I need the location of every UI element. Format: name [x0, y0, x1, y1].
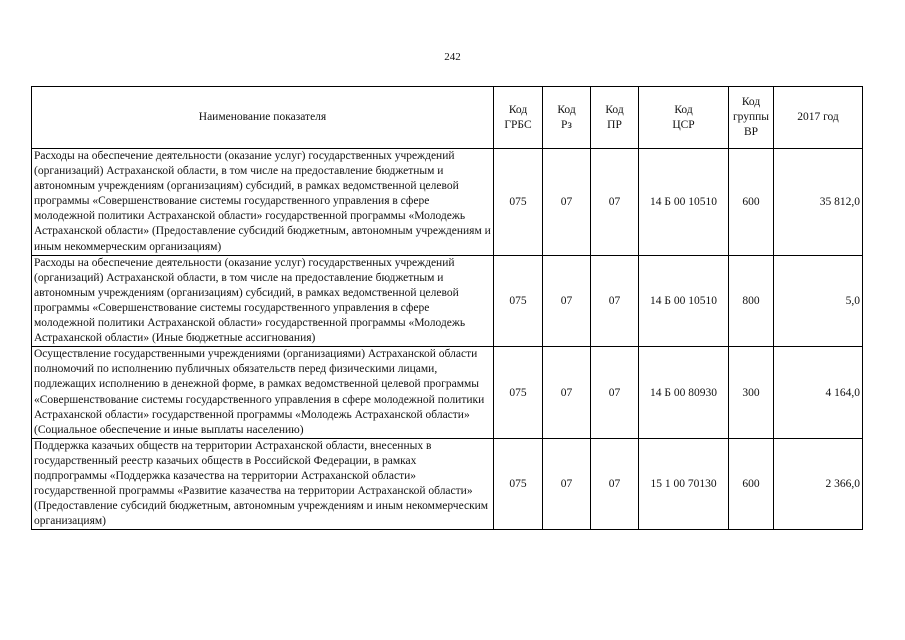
header-pr — [591, 87, 639, 149]
header-vr-line-3: ВР — [743, 126, 759, 138]
row-grbs: 075 — [494, 255, 543, 347]
row-csr: 14 Б 00 10510 — [639, 149, 729, 256]
header-name: Наименование показателя — [32, 87, 494, 149]
row-pr: 07 — [591, 347, 639, 439]
row-rz: 07 — [543, 255, 591, 347]
table-header-row — [32, 87, 863, 149]
row-csr: 14 Б 00 10510 — [639, 255, 729, 347]
row-rz: 07 — [543, 347, 591, 439]
row-name: Расходы на обеспечение деятельности (оказание услуг) государственных учреждений (организаций) Астраханской области, в том числе на предоставление бюджетным и автономным учреждениям (организациям) субсидий, в рамках ведомственной целевой программы «Совершенствование системы государственного управления в сфере молодежной политики Астраханской области» государственной программы «Молодежь Астраханской области» (Иные бюджетные ассигнования) — [32, 255, 494, 347]
row-vr: 300 — [729, 347, 774, 439]
row-amount: 35 812,0 — [774, 149, 863, 256]
header-csr — [639, 87, 729, 149]
row-pr: 07 — [591, 149, 639, 256]
header-vr — [729, 87, 774, 149]
row-csr: 14 Б 00 80930 — [639, 347, 729, 439]
row-rz: 07 — [543, 149, 591, 256]
header-year: 2017 год — [774, 87, 863, 149]
row-rz: 07 — [543, 438, 591, 530]
header-csr-line-1: Код — [674, 103, 693, 116]
table-row — [32, 347, 863, 439]
row-name: Осуществление государственными учреждениями (организациями) Астраханской области полномочий по исполнению публичных обязательств перед физическими лицами, подлежащих исполнению в денежной форме, в рамках ведомственной целевой программы «Совершенствование системы государственного управления в сфере молодежной политики Астраханской области» государственной программы «Молодежь Астраханской области» (Социальное обеспечение и иные выплаты населению) — [32, 347, 494, 439]
header-vr-line-1: Код — [741, 96, 761, 108]
row-grbs: 075 — [494, 347, 543, 439]
row-grbs: 075 — [494, 438, 543, 530]
header-grbs-line-2: ГРБС — [504, 118, 532, 131]
row-amount: 2 366,0 — [774, 438, 863, 530]
table-row — [32, 438, 863, 530]
page-number: 242 — [444, 51, 461, 63]
header-grbs — [494, 87, 543, 149]
header-rz-line-2: Рз — [561, 118, 572, 131]
row-amount: 5,0 — [774, 255, 863, 347]
header-grbs-line-1: Код — [508, 103, 528, 116]
header-rz-line-1: Код — [557, 103, 576, 116]
header-vr-line-2: группы — [732, 111, 770, 123]
budget-table — [31, 86, 863, 530]
row-amount: 4 164,0 — [774, 347, 863, 439]
row-pr: 07 — [591, 438, 639, 530]
row-vr: 600 — [729, 438, 774, 530]
row-name: Расходы на обеспечение деятельности (оказание услуг) государственных учреждений (организаций) Астраханской области, в том числе на предоставление бюджетным и автономным учреждениям (организациям) субсидий, в рамках ведомственной целевой программы «Совершенствование системы государственного управления в сфере молодежной политики Астраханской области» государственной программы «Молодежь Астраханской области» (Предоставление субсидий бюджетным, автономным учреждениям и иным некоммерческим организациям) — [32, 149, 494, 256]
row-vr: 600 — [729, 149, 774, 256]
row-csr: 15 1 00 70130 — [639, 438, 729, 530]
table-row — [32, 255, 863, 347]
header-pr-line-1: Код — [605, 103, 624, 116]
table-row — [32, 149, 863, 256]
header-csr-line-2: ЦСР — [672, 118, 695, 131]
row-name: Поддержка казачьих обществ на территории Астраханской области, внесенных в государственный реестр казачьих обществ в Российской Федерации, в рамках подпрограммы «Поддержка казачества на территории Астраханской области» государственной программы «Развитие казачества на территории Астраханской области» (Предоставление субсидий бюджетным, автономным учреждениям и иным некоммерческим организациям) — [32, 438, 494, 530]
row-grbs: 075 — [494, 149, 543, 256]
header-rz — [543, 87, 591, 149]
row-pr: 07 — [591, 255, 639, 347]
header-pr-line-2: ПР — [607, 118, 622, 131]
row-vr: 800 — [729, 255, 774, 347]
